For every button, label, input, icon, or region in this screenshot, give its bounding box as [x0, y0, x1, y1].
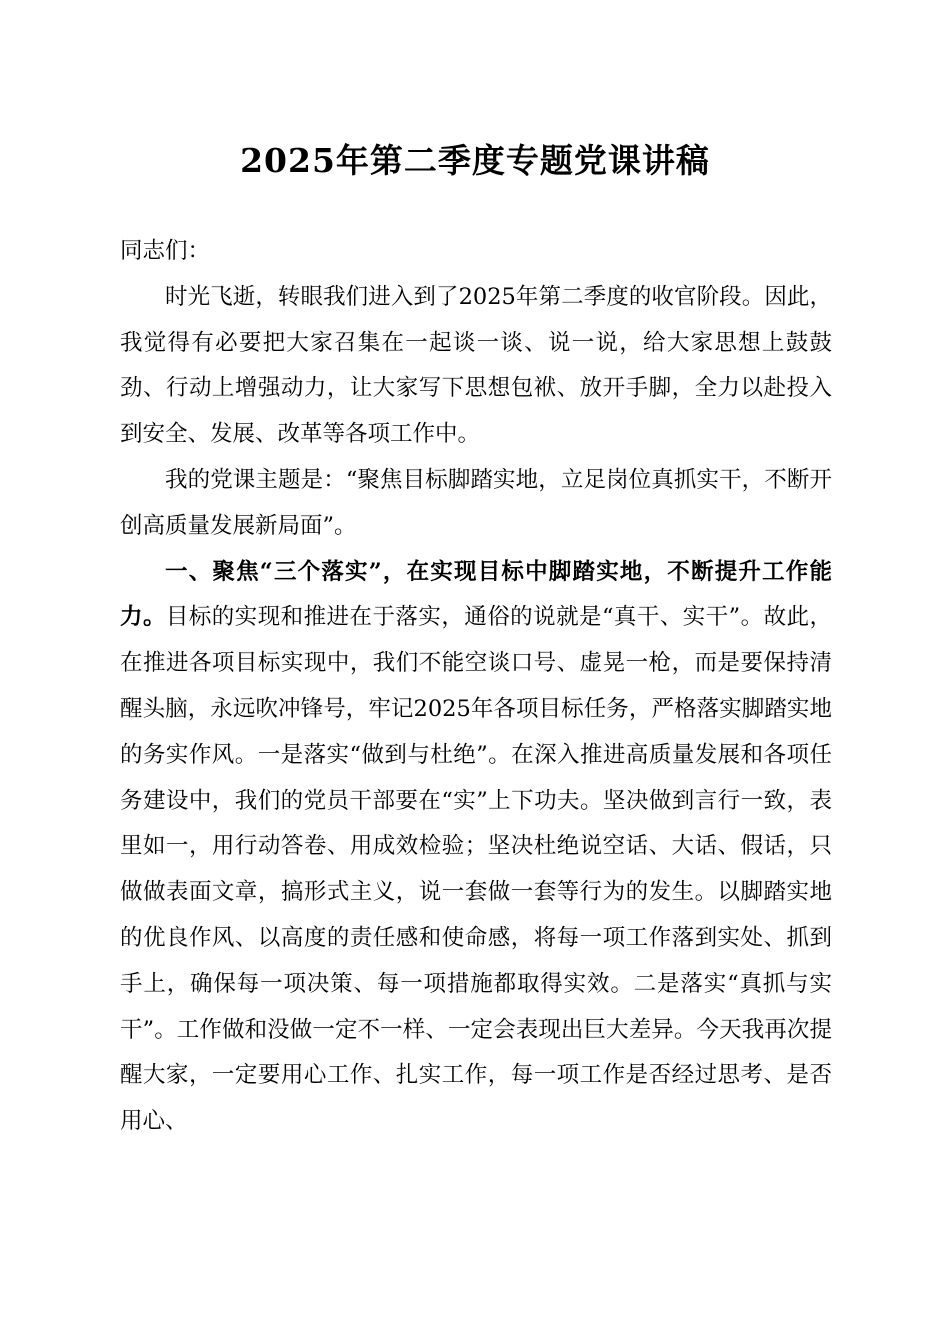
- document-title: 2025年第二季度专题党课讲稿: [240, 141, 710, 180]
- document-body: [120, 229, 832, 1145]
- section-one-heading: 一、聚焦“三个落实”，在实现目标中脚踏实地，不断提升工作能力。: [120, 558, 832, 631]
- section-one-body: 目标的实现和推进在于落实，通俗的说就是“真干、实干”。故此，在推进各项目标实现中，我们不能空谈口号、虚晃一枪，而是要保持清醒头脑，永远吹冲锋号，牢记2025年各项目标任务，严格落实脚踏实地的务实作风。一是落实“做到与杜绝”。在深入推进高质量发展和各项任务建设中，我们的党员干部要在“实”上下功夫。坚决做到言行一致，表里如一，用行动答卷、用成效检验；坚决杜绝说空话、大话、假话，只做做表面文章，搞形式主义，说一套做一套等行为的发生。以脚踏实地的优良作风、以高度的责任感和使命感，将每一项工作落到实处、抓到手上，确保每一项决策、每一项措施都取得实效。二是落实“真抓与实干”。工作做和没做一定不一样、一定会表现出巨大差异。今天我再次提醒大家，一定要用心工作、扎实工作，每一项工作是否经过思考、是否用心、: [120, 604, 832, 1135]
- paragraph-intro: 时光飞逝，转眼我们进入到了2025年第二季度的收官阶段。因此，我觉得有必要把大家召集在一起谈一谈、说一说，给大家思想上鼓鼓劲、行动上增强动力，让大家写下思想包袱、放开手脚，全力以赴投入到安全、发展、改革等各项工作中。: [120, 283, 832, 448]
- salutation: 同志们：: [120, 238, 211, 264]
- section-one-paragraph: [120, 550, 832, 1145]
- paragraph-theme: 我的党课主题是：“聚焦目标脚踏实地，立足岗位真抓实干，不断开创高质量发展新局面”。: [120, 466, 832, 539]
